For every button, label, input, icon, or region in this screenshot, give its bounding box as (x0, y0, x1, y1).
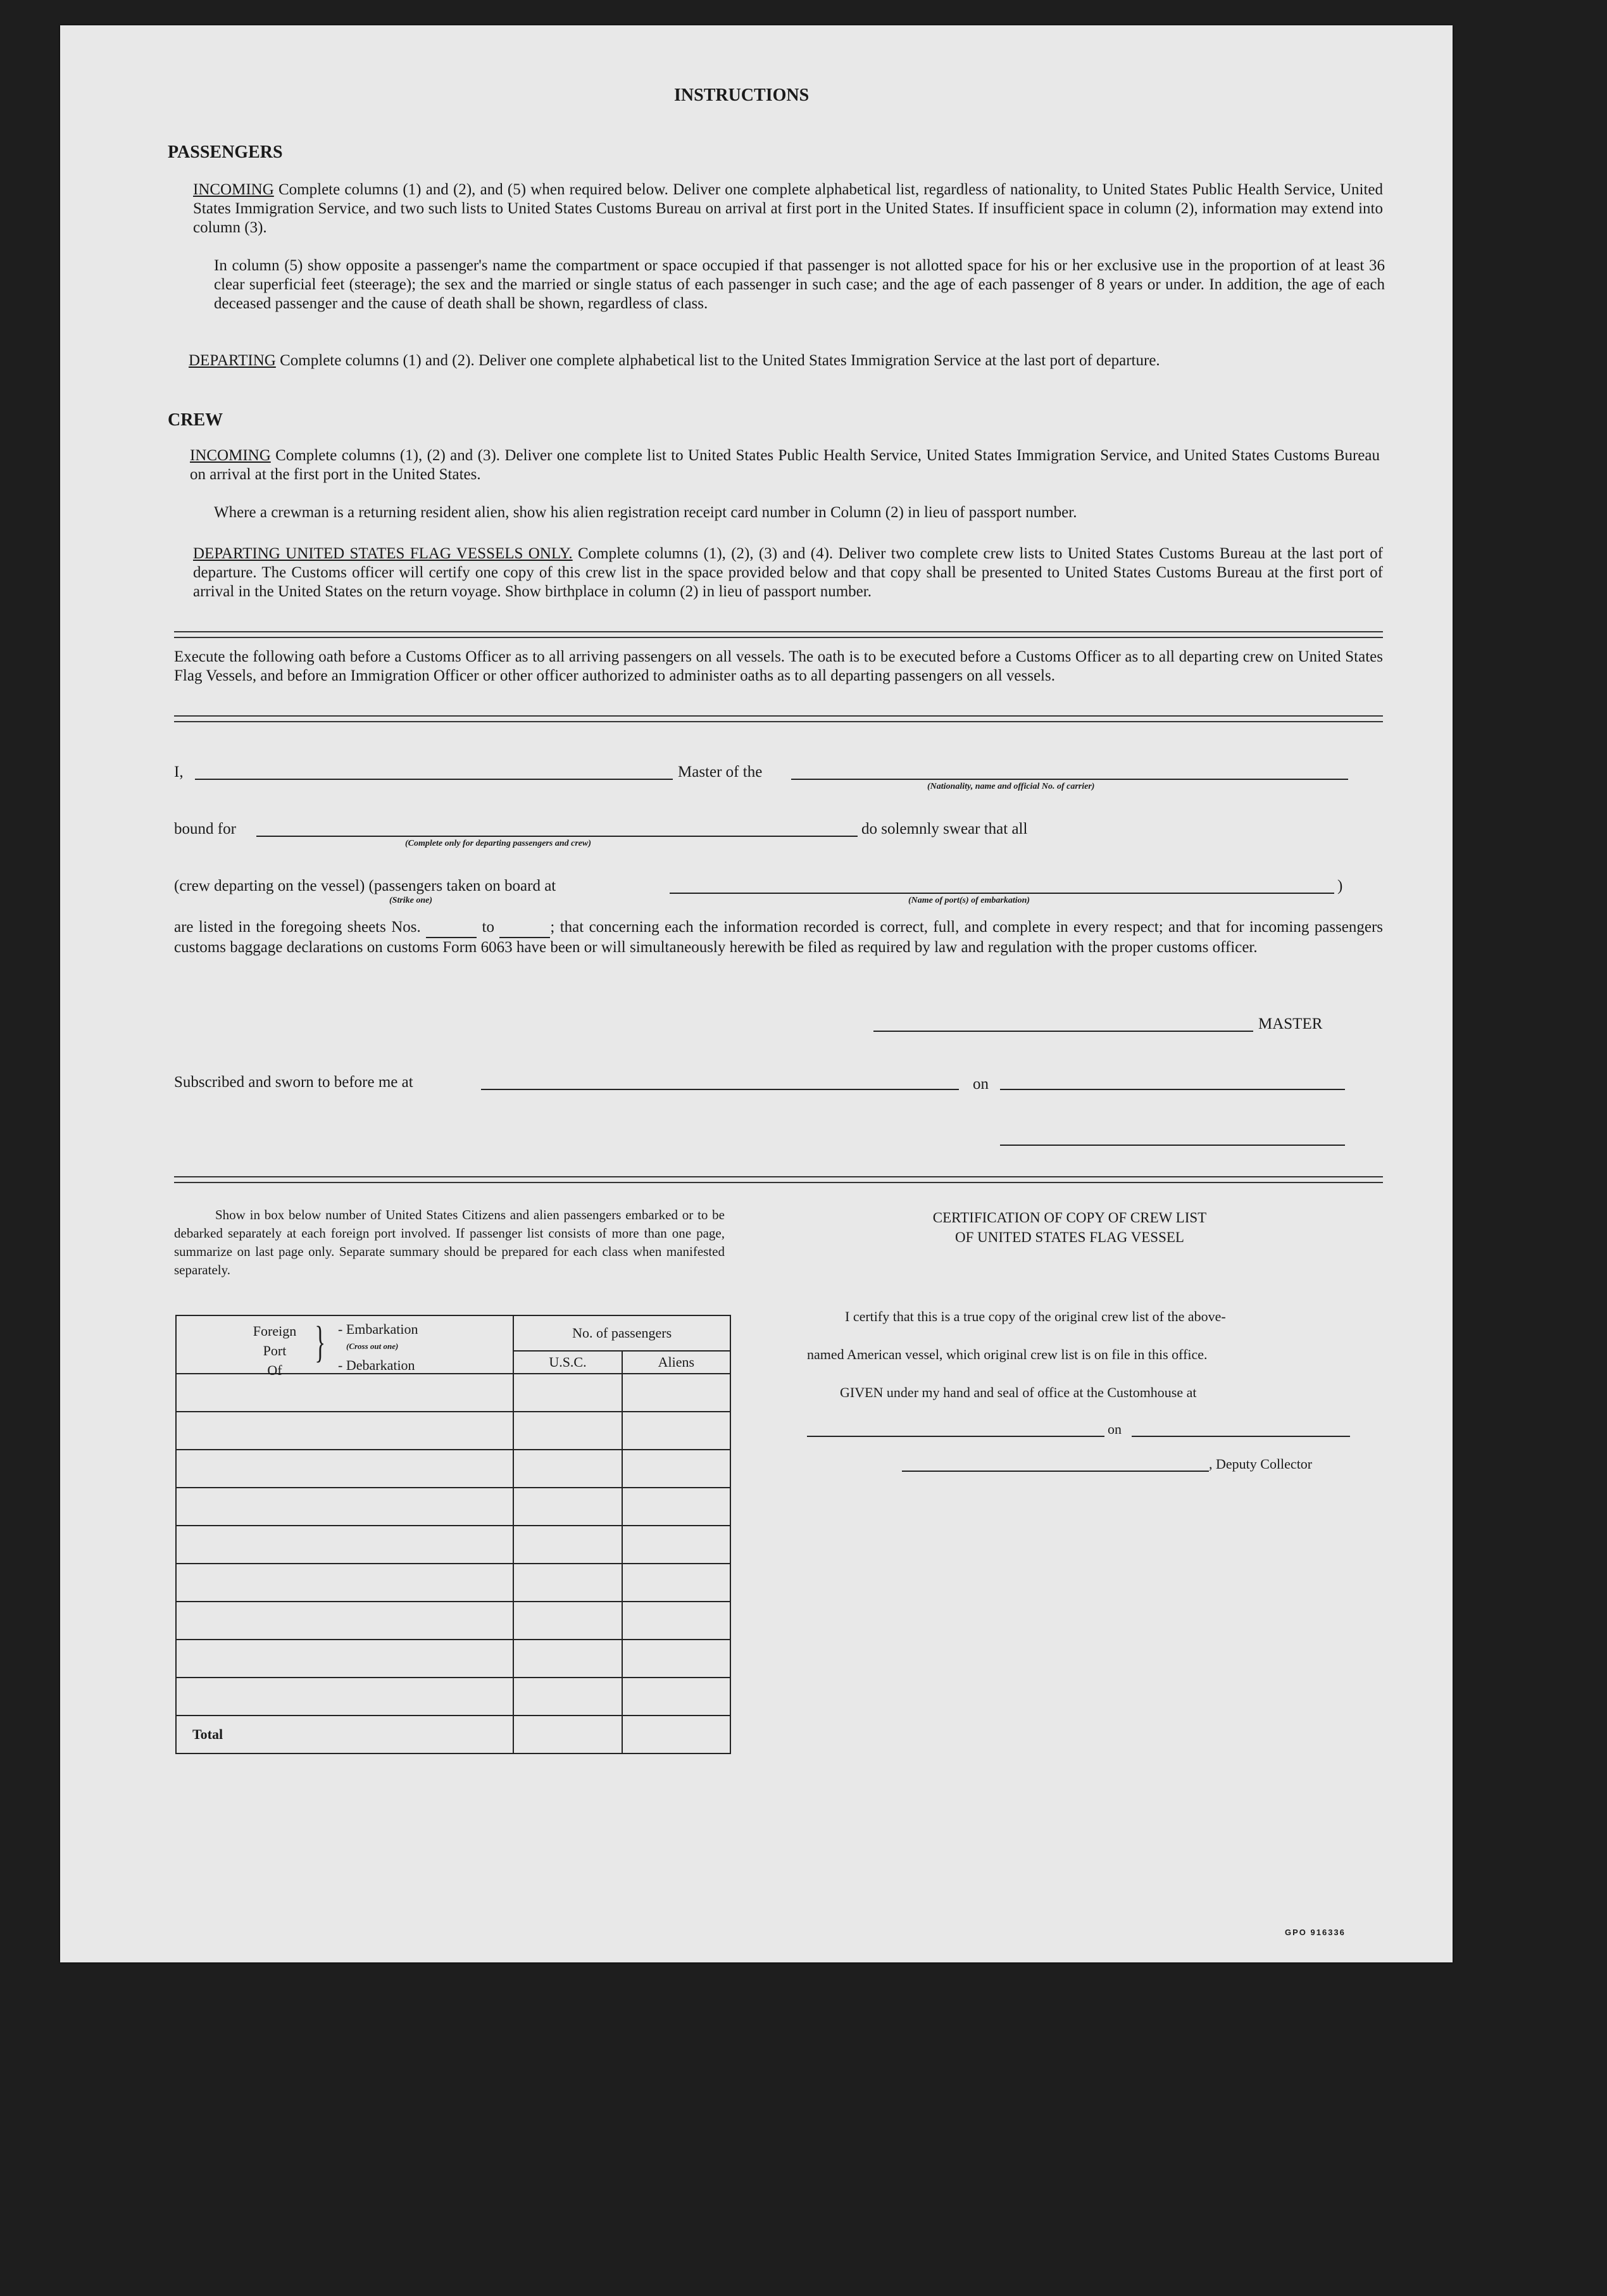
master-of-the-label: Master of the (678, 763, 763, 781)
embarkation-label: - Embarkation (338, 1321, 418, 1337)
passengers-departing-label: DEPARTING (189, 352, 276, 369)
of-label: Of (267, 1362, 282, 1378)
certification-heading (870, 1208, 1269, 1247)
subscribed-label: Subscribed and sworn to before me at (174, 1074, 413, 1091)
port-cell[interactable] (176, 1412, 513, 1450)
crew-incoming-text: Complete columns (1), (2) and (3). Deliver one complete list to United States Public Health Service, United States Immigration Service, and United States Customs Bureau on arrival at the first port in the United States. (190, 447, 1380, 483)
swear-text: do solemnly swear that all (861, 820, 1028, 837)
usc-cell[interactable] (513, 1526, 622, 1564)
crew-departing-text: Complete columns (1), (2), (3) and (4). Deliver two complete crew lists to United States Customs Bureau at the last port of departure. The Customs officer will certify one copy of this crew list in the space provided below and that copy shall be presented to United States Customs Bureau at the first port of arrival in the United States on the return voyage. Show birthplace in column (2) in lieu of passport number. (193, 545, 1383, 600)
cert-line3: GIVEN under my hand and seal of office at the Customhouse at (840, 1384, 1197, 1400)
usc-cell[interactable] (513, 1678, 622, 1716)
usc-cell[interactable] (513, 1602, 622, 1640)
divider (174, 1176, 1383, 1183)
passengers-heading: PASSENGERS (168, 142, 283, 162)
master-name-field[interactable] (195, 779, 673, 780)
aliens-cell[interactable] (622, 1374, 730, 1412)
table-row (176, 1488, 730, 1526)
passengers-incoming (193, 180, 1383, 237)
table-row (176, 1526, 730, 1564)
usc-cell[interactable] (513, 1488, 622, 1526)
usc-cell[interactable] (513, 1374, 622, 1412)
listed-prefix: are listed in the foregoing sheets Nos. (174, 919, 421, 936)
sworn-date-field[interactable] (1000, 1089, 1345, 1090)
officer-signature-field[interactable] (1000, 1145, 1345, 1146)
cert-line1: I certify that this is a true copy of the original crew list of the above- (845, 1308, 1226, 1324)
port-label: Port (263, 1343, 287, 1358)
aliens-cell[interactable] (622, 1412, 730, 1450)
aliens-cell[interactable] (622, 1640, 730, 1678)
embarkation-port-field[interactable] (670, 893, 1334, 894)
on-word: on (973, 1076, 989, 1093)
carrier-field[interactable] (791, 779, 1348, 780)
table-row (176, 1602, 730, 1640)
port-hint: (Name of port(s) of embarkation) (908, 896, 1030, 905)
crew-heading: CREW (168, 410, 223, 430)
table-row (176, 1564, 730, 1602)
port-cell[interactable] (176, 1526, 513, 1564)
listed-rest: ; that concerning each the information recorded is correct, full, and complete in every respect; and that for incoming passengers customs baggage declarations on customs Form 6063 have been or will simultaneously herewith be filed as required by law and regulation with the proper customs officer. (174, 919, 1384, 956)
passengers-departing (189, 351, 1385, 370)
cert-date-field[interactable] (1132, 1436, 1350, 1437)
passengers-departing-text: Complete columns (1) and (2). Deliver one complete alphabetical list to the United States Immigration Service at the last port of departure. (280, 352, 1160, 369)
sheet-to-field[interactable] (499, 918, 550, 938)
cert-on-word: on (1108, 1421, 1122, 1437)
port-cell[interactable] (176, 1488, 513, 1526)
divider (174, 631, 1383, 638)
aliens-cell[interactable] (622, 1564, 730, 1602)
total-row (176, 1716, 730, 1753)
aliens-cell[interactable] (622, 1526, 730, 1564)
usc-cell[interactable] (513, 1412, 622, 1450)
deputy-signature-field[interactable] (902, 1471, 1209, 1472)
cert-heading-line1: CERTIFICATION OF COPY OF CREW LIST (932, 1210, 1207, 1226)
listed-text (174, 918, 1383, 957)
no-passengers-header: No. of passengers (513, 1315, 730, 1351)
foreign-label: Foreign (253, 1323, 297, 1339)
port-cell[interactable] (176, 1450, 513, 1488)
summary-instructions: Show in box below number of United States Citizens and alien passengers embarked or to be debarked separately at each foreign port involved. If passenger list consists of more than one page, summarize on last page only. Separate summary should be prepared for each class when manifested separately. (174, 1207, 725, 1277)
sworn-place-field[interactable] (481, 1089, 959, 1090)
table-row (176, 1640, 730, 1678)
table-row (176, 1678, 730, 1716)
crew-incoming (190, 446, 1380, 484)
crew-alien-text: Where a crewman is a returning resident alien, show his alien registration receipt card number in Column (2) in lieu of passport number. (214, 504, 1077, 521)
crew-departing-label: (crew departing on the vessel) (passengers taken on board at (174, 877, 556, 894)
close-paren: ) (1337, 877, 1343, 894)
cert-line2: named American vessel, which original crew list is on file in this office. (807, 1346, 1208, 1362)
usc-total-cell[interactable] (513, 1716, 622, 1753)
page-title: INSTRUCTIONS (674, 85, 810, 105)
passengers-incoming-text: Complete columns (1) and (2), and (5) when required below. Deliver one complete alphabetical list, regardless of nationality, to United States Public Health Service, United States Immigration Service, and two such lists to United States Customs Bureau on arrival at first port in the United States. If insufficient space in column (2), information may extend into column (3). (193, 181, 1384, 236)
cross-out-hint: (Cross out one) (346, 1341, 399, 1351)
port-cell[interactable] (176, 1564, 513, 1602)
deputy-collector-label: , Deputy Collector (1209, 1456, 1313, 1472)
customhouse-field[interactable] (807, 1436, 1104, 1437)
aliens-cell[interactable] (622, 1450, 730, 1488)
total-label: Total (176, 1716, 513, 1753)
footer-code: GPO 916336 (1285, 1928, 1346, 1937)
port-cell[interactable] (176, 1640, 513, 1678)
aliens-cell[interactable] (622, 1602, 730, 1640)
debarkation-label: - Debarkation (338, 1357, 415, 1373)
divider (174, 715, 1383, 722)
crew-departing-label: DEPARTING UNITED STATES FLAG VESSELS ONLY. (193, 545, 573, 562)
complete-hint: (Complete only for departing passengers and crew) (405, 839, 591, 848)
table-row (176, 1450, 730, 1488)
usc-cell[interactable] (513, 1640, 622, 1678)
sheet-from-field[interactable] (426, 918, 477, 938)
passengers-incoming-label: INCOMING (193, 181, 274, 198)
oath-i-label: I, (174, 763, 184, 781)
port-cell[interactable] (176, 1602, 513, 1640)
destination-field[interactable] (256, 836, 858, 837)
port-cell[interactable] (176, 1374, 513, 1412)
table-row (176, 1412, 730, 1450)
crew-incoming-label: INCOMING (190, 447, 271, 464)
form-page (60, 25, 1453, 1962)
aliens-header: Aliens (622, 1351, 730, 1374)
aliens-cell[interactable] (622, 1678, 730, 1716)
bound-for-label: bound for (174, 820, 236, 837)
usc-cell[interactable] (513, 1450, 622, 1488)
oath-instructions: Execute the following oath before a Customs Officer as to all arriving passengers on all vessels. The oath is to be executed before a Customs Officer as to all departing crew on United States Flag Vessels, and before an Immigration Officer or other officer authorized to administer oaths as to all departing passengers on all vessels. (174, 648, 1383, 684)
master-label: MASTER (1258, 1015, 1323, 1032)
crew-departing (193, 544, 1383, 601)
master-signature-field[interactable] (873, 1031, 1253, 1032)
to-word: to (482, 919, 494, 936)
aliens-total-cell[interactable] (622, 1716, 730, 1753)
nationality-hint: (Nationality, name and official No. of carrier) (927, 782, 1095, 791)
brace-icon: } (315, 1318, 326, 1367)
cert-heading-line2: OF UNITED STATES FLAG VESSEL (955, 1229, 1184, 1245)
aliens-cell[interactable] (622, 1488, 730, 1526)
usc-header: U.S.C. (513, 1351, 622, 1374)
usc-cell[interactable] (513, 1564, 622, 1602)
port-cell[interactable] (176, 1678, 513, 1716)
port-header-cell (176, 1315, 513, 1378)
strike-hint: (Strike one) (389, 896, 433, 905)
passengers-column5-text: In column (5) show opposite a passenger's name the compartment or space occupied if that passenger is not allotted space for his or her exclusive use in the proportion of at least 36 clear superficial feet (steerage); the sex and the married or single status of each passenger in such case; and the age of each passenger of 8 years or under. In addition, the age of each deceased passenger and the cause of death shall be shown, regardless of class. (214, 257, 1385, 312)
passenger-summary-table (175, 1315, 731, 1754)
